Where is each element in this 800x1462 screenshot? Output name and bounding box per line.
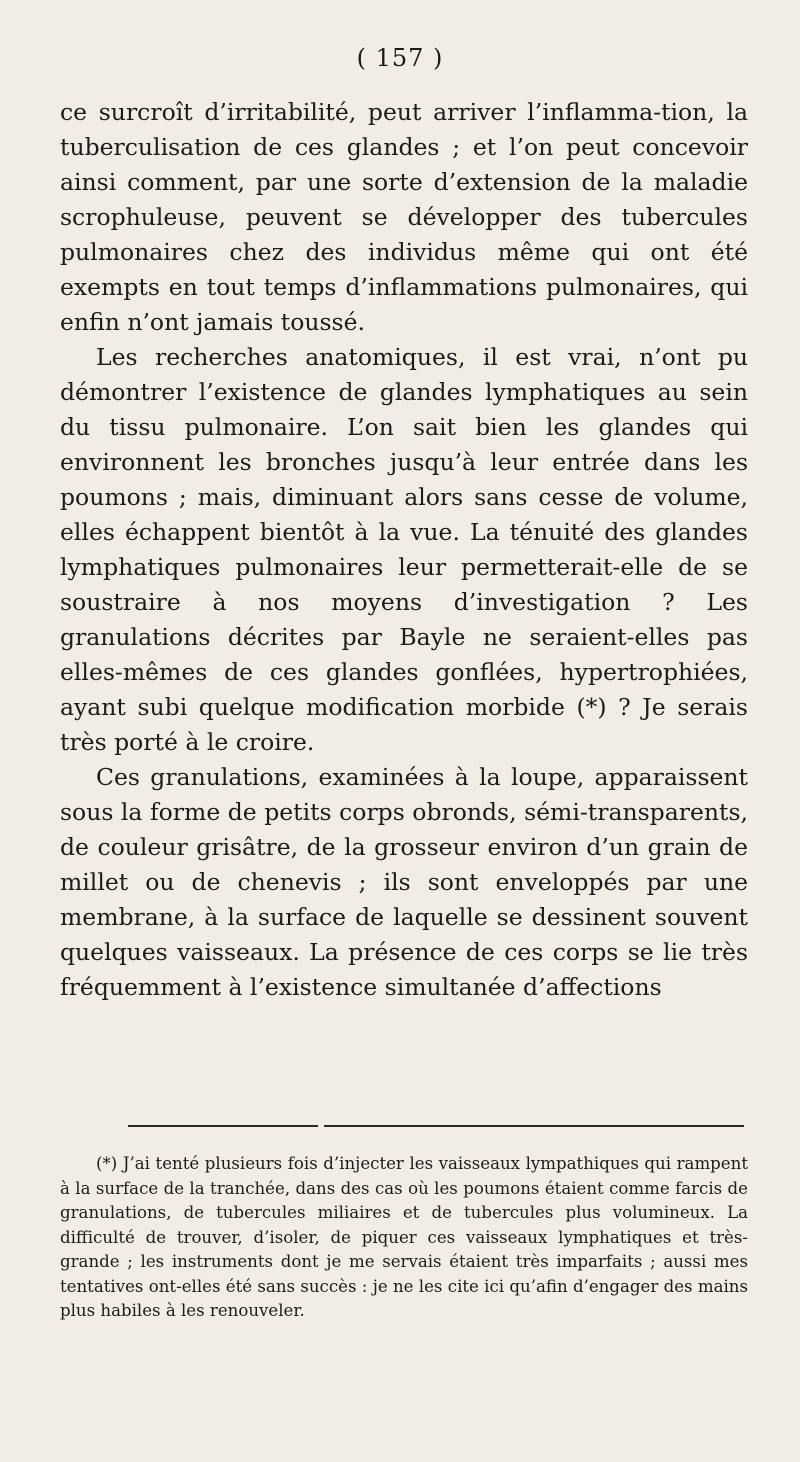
paragraph-continuation: ce surcroît d’irritabilité, peut arriver l’inflamma-tion, la tuberculisation de ces glandes ; et l’on peut concevoir ainsi comment, par une sorte d’extension de la maladie scrophuleuse, peuvent se développer des tubercules pulmonaires chez des individus même qui ont été exempts en tout temps d’inflammations pulmonaires, qui enfin n’ont jamais toussé. xyxy=(60,98,748,336)
footnote-text: (*) J’ai tenté plusieurs fois d’injecter les vaisseaux lympathiques qui rampent à la surface de la tranchée, dans des cas où les poumons étaient comme farcis de granulations, de tubercules miliaires et de tubercules plus volumineux. La difficulté de trouver, d’isoler, de piquer ces vaisseaux lymphatiques et très-grande ; les instruments dont je me servais étaient très imparfaits ; aussi mes tentatives ont-elles été sans succès : je ne les cite ici qu’afin d’engager des mains plus habiles à les renouveler. xyxy=(60,1154,748,1320)
paragraph-anatomical-research: Les recherches anatomiques, il est vrai, n’ont pu démontrer l’existence de glandes lymphatiques au sein du tissu pulmonaire. L’on sait bien les glandes qui environnent les bronches jusqu’à leur entrée dans les poumons ; mais, diminuant alors sans cesse de volume, elles échappent bientôt à la vue. La ténuité des glandes lymphatiques pulmonaires leur permetterait-elle de se soustraire à nos moyens d’investigation ? Les granulations décrites par Bayle ne seraient-elles pas elles-mêmes de ces glandes gonflées, hypertrophiées, ayant subi quelque modification morbide (*) ? Je serais très porté à le croire. xyxy=(60,343,748,756)
main-text xyxy=(60,95,748,1005)
footnote-divider-right xyxy=(324,1125,744,1127)
paragraph-granulations: Ces granulations, examinées à la loupe, apparaissent sous la forme de petits corps obronds, sémi-transparents, de couleur grisâtre, de la grosseur environ d’un grain de millet ou de chenevis ; ils sont enveloppés par une membrane, à la surface de laquelle se dessinent souvent quelques vaisseaux. La présence de ces corps se lie très fréquemment à l’existence simultanée d’affections xyxy=(60,763,748,1001)
footnote xyxy=(60,1152,748,1324)
footnote-divider-left xyxy=(128,1125,318,1127)
page-number: ( 157 ) xyxy=(356,44,444,72)
